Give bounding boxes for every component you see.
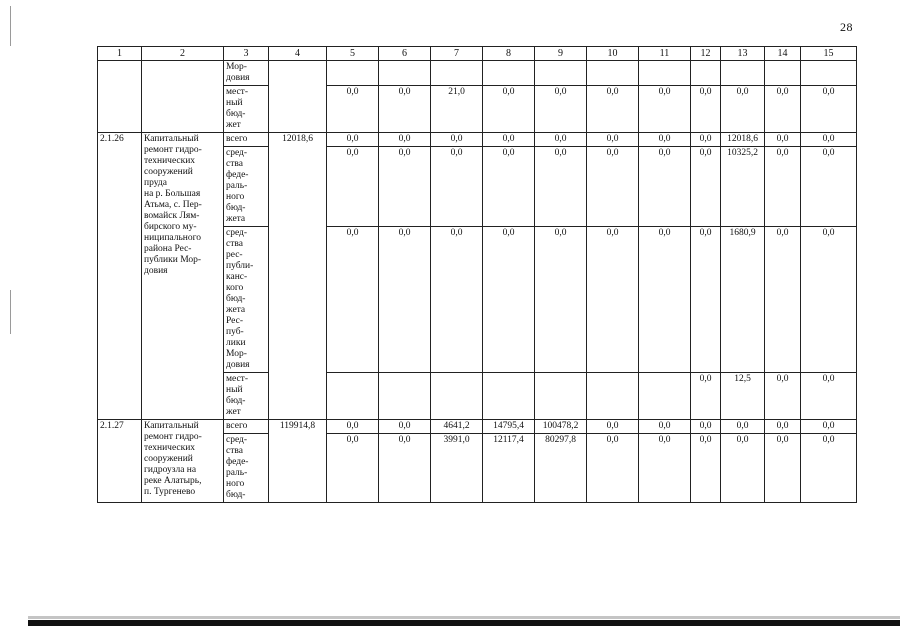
cell-line: бирского му- (144, 222, 197, 232)
value-cell: 0,0 (327, 147, 379, 227)
cell-line: Мор- (226, 62, 247, 72)
value-cell: 14795,4 (483, 420, 535, 434)
value-cell: 0,0 (483, 227, 535, 373)
scan-edge-bar (28, 620, 900, 626)
column-number: 9 (535, 47, 587, 61)
value-cell: 0,0 (379, 434, 431, 503)
value-cell (639, 373, 691, 420)
column-number: 4 (269, 47, 327, 61)
value-cell (801, 61, 857, 86)
cell-line: бюд- (226, 109, 246, 119)
column-number: 13 (721, 47, 765, 61)
value-cell (691, 61, 721, 86)
cell-line: района Рес- (144, 244, 192, 254)
cell-line: раль- (226, 181, 248, 191)
value-cell: 0,0 (535, 227, 587, 373)
value-cell (379, 61, 431, 86)
cell-line: публи- (226, 261, 254, 271)
value-cell: 0,0 (587, 86, 639, 133)
value-cell: 80297,8 (535, 434, 587, 503)
column-number: 2 (142, 47, 224, 61)
cell-line: пруда (144, 178, 167, 188)
value-cell (431, 373, 483, 420)
item-title (142, 133, 224, 420)
cell-line: ниципального (144, 233, 202, 243)
funding-source (224, 147, 269, 227)
value-cell: 0,0 (801, 227, 857, 373)
value-cell: 0,0 (691, 147, 721, 227)
value-cell: 0,0 (801, 147, 857, 227)
cell-line: бюд- (226, 490, 246, 500)
cell-line: всего (226, 134, 248, 144)
value-cell: 0,0 (431, 133, 483, 147)
scan-shadow (28, 616, 900, 619)
column-number: 11 (639, 47, 691, 61)
cell-line: ремонт гидро- (144, 145, 202, 155)
value-cell: 0,0 (691, 373, 721, 420)
scan-edge-mark (10, 6, 11, 46)
item-code (98, 61, 142, 133)
table-row (98, 133, 857, 147)
cell-line: феде- (226, 457, 249, 467)
column-number: 14 (765, 47, 801, 61)
column-number: 1 (98, 47, 142, 61)
cell-line: сред- (226, 435, 248, 445)
value-cell: 0,0 (431, 147, 483, 227)
cell-line: Атьма, с. Пер- (144, 200, 202, 210)
value-cell (765, 61, 801, 86)
value-cell: 0,0 (691, 86, 721, 133)
item-total: 119914,8 (269, 420, 327, 503)
cell-line: гидроузла на (144, 465, 197, 475)
scan-edge-mark (10, 290, 11, 334)
value-cell (483, 61, 535, 86)
item-title (142, 61, 224, 133)
funding-source (224, 420, 269, 434)
value-cell: 0,0 (639, 434, 691, 503)
value-cell: 0,0 (801, 133, 857, 147)
page-number: 28 (840, 20, 853, 34)
cell-line: феде- (226, 170, 249, 180)
cell-line: раль- (226, 468, 248, 478)
value-cell: 0,0 (379, 147, 431, 227)
cell-line: ства (226, 159, 243, 169)
column-number: 12 (691, 47, 721, 61)
cell-line: всего (226, 421, 248, 431)
value-cell: 0,0 (801, 434, 857, 503)
cell-line: Капитальный (144, 421, 199, 431)
value-cell (587, 61, 639, 86)
value-cell: 0,0 (691, 420, 721, 434)
value-cell (327, 373, 379, 420)
cell-line: мест- (226, 87, 248, 97)
cell-line: сред- (226, 148, 248, 158)
cell-line: пуб- (226, 327, 244, 337)
cell-line: Мор- (226, 349, 247, 359)
item-total (269, 61, 327, 133)
value-cell: 0,0 (691, 133, 721, 147)
value-cell: 0,0 (721, 86, 765, 133)
value-cell (535, 61, 587, 86)
cell-line: технических (144, 156, 196, 166)
value-cell: 0,0 (327, 227, 379, 373)
value-cell: 0,0 (639, 133, 691, 147)
value-cell: 3991,0 (431, 434, 483, 503)
cell-line: сред- (226, 228, 248, 238)
value-cell: 10325,2 (721, 147, 765, 227)
value-cell: 0,0 (327, 420, 379, 434)
cell-line: жета (226, 214, 246, 224)
cell-line: публики Мор- (144, 255, 202, 265)
cell-line: довия (226, 360, 250, 370)
value-cell (483, 373, 535, 420)
table-body (98, 47, 857, 503)
cell-line: ства (226, 239, 243, 249)
cell-line: ремонт гидро- (144, 432, 202, 442)
value-cell: 0,0 (691, 227, 721, 373)
value-cell: 0,0 (483, 147, 535, 227)
column-number: 7 (431, 47, 483, 61)
cell-line: на р. Большая (144, 189, 201, 199)
value-cell: 0,0 (587, 227, 639, 373)
table-row (98, 420, 857, 434)
cell-line: ный (226, 98, 243, 108)
value-cell: 0,0 (379, 133, 431, 147)
value-cell: 0,0 (535, 133, 587, 147)
value-cell (535, 373, 587, 420)
cell-line: ства (226, 446, 243, 456)
value-cell: 100478,2 (535, 420, 587, 434)
column-number: 10 (587, 47, 639, 61)
value-cell: 12117,4 (483, 434, 535, 503)
cell-line: бюд- (226, 396, 246, 406)
value-cell: 1680,9 (721, 227, 765, 373)
value-cell: 0,0 (801, 86, 857, 133)
value-cell: 0,0 (721, 420, 765, 434)
cell-line: бюд- (226, 203, 246, 213)
value-cell: 0,0 (431, 227, 483, 373)
value-cell (587, 373, 639, 420)
funding-source (224, 86, 269, 133)
value-cell: 0,0 (765, 373, 801, 420)
item-code: 2.1.26 (98, 133, 142, 420)
funding-source (224, 373, 269, 420)
value-cell: 0,0 (639, 147, 691, 227)
value-cell: 0,0 (587, 133, 639, 147)
cell-line: ного (226, 479, 245, 489)
cell-line: ного (226, 192, 245, 202)
value-cell: 0,0 (639, 420, 691, 434)
value-cell: 0,0 (765, 133, 801, 147)
value-cell: 12,5 (721, 373, 765, 420)
value-cell: 12018,6 (721, 133, 765, 147)
cell-line: канс- (226, 272, 248, 282)
value-cell: 0,0 (721, 434, 765, 503)
value-cell: 0,0 (765, 86, 801, 133)
column-number: 5 (327, 47, 379, 61)
value-cell: 0,0 (327, 133, 379, 147)
value-cell: 0,0 (483, 86, 535, 133)
funding-source (224, 227, 269, 373)
column-number: 6 (379, 47, 431, 61)
budget-table (97, 46, 857, 503)
value-cell: 4641,2 (431, 420, 483, 434)
cell-line: сооружений (144, 167, 193, 177)
column-number: 15 (801, 47, 857, 61)
cell-line: рес- (226, 250, 243, 260)
cell-line: лики (226, 338, 246, 348)
value-cell: 0,0 (765, 147, 801, 227)
value-cell (639, 61, 691, 86)
cell-line: бюд- (226, 294, 246, 304)
value-cell: 0,0 (379, 227, 431, 373)
value-cell: 0,0 (801, 373, 857, 420)
column-number: 3 (224, 47, 269, 61)
funding-source (224, 434, 269, 503)
item-title (142, 420, 224, 503)
funding-source (224, 61, 269, 86)
cell-line: жет (226, 120, 241, 130)
cell-line: жета (226, 305, 246, 315)
value-cell: 0,0 (327, 86, 379, 133)
cell-line: п. Тургенево (144, 487, 196, 497)
value-cell: 0,0 (639, 227, 691, 373)
item-code: 2.1.27 (98, 420, 142, 503)
value-cell: 0,0 (379, 420, 431, 434)
cell-line: Рес- (226, 316, 243, 326)
cell-line: Капитальный (144, 134, 199, 144)
column-number-row (98, 47, 857, 61)
item-total: 12018,6 (269, 133, 327, 420)
value-cell: 0,0 (587, 420, 639, 434)
value-cell: 0,0 (765, 420, 801, 434)
column-number: 8 (483, 47, 535, 61)
value-cell: 0,0 (587, 147, 639, 227)
cell-line: технических (144, 443, 196, 453)
value-cell: 0,0 (765, 227, 801, 373)
value-cell: 0,0 (535, 147, 587, 227)
value-cell (721, 61, 765, 86)
cell-line: довия (144, 266, 168, 276)
cell-line: сооружений (144, 454, 193, 464)
value-cell: 0,0 (801, 420, 857, 434)
cell-line: ный (226, 385, 243, 395)
value-cell: 0,0 (691, 434, 721, 503)
cell-line: довия (226, 73, 250, 83)
value-cell (431, 61, 483, 86)
funding-source (224, 133, 269, 147)
value-cell: 0,0 (587, 434, 639, 503)
value-cell: 21,0 (431, 86, 483, 133)
value-cell (327, 61, 379, 86)
value-cell: 0,0 (379, 86, 431, 133)
cell-line: реке Алатырь, (144, 476, 202, 486)
value-cell: 0,0 (639, 86, 691, 133)
cell-line: кого (226, 283, 244, 293)
value-cell: 0,0 (483, 133, 535, 147)
value-cell: 0,0 (535, 86, 587, 133)
cell-line: мест- (226, 374, 248, 384)
value-cell: 0,0 (327, 434, 379, 503)
table-row (98, 61, 857, 86)
cell-line: жет (226, 407, 241, 417)
value-cell: 0,0 (765, 434, 801, 503)
value-cell (379, 373, 431, 420)
cell-line: вомайск Лям- (144, 211, 200, 221)
